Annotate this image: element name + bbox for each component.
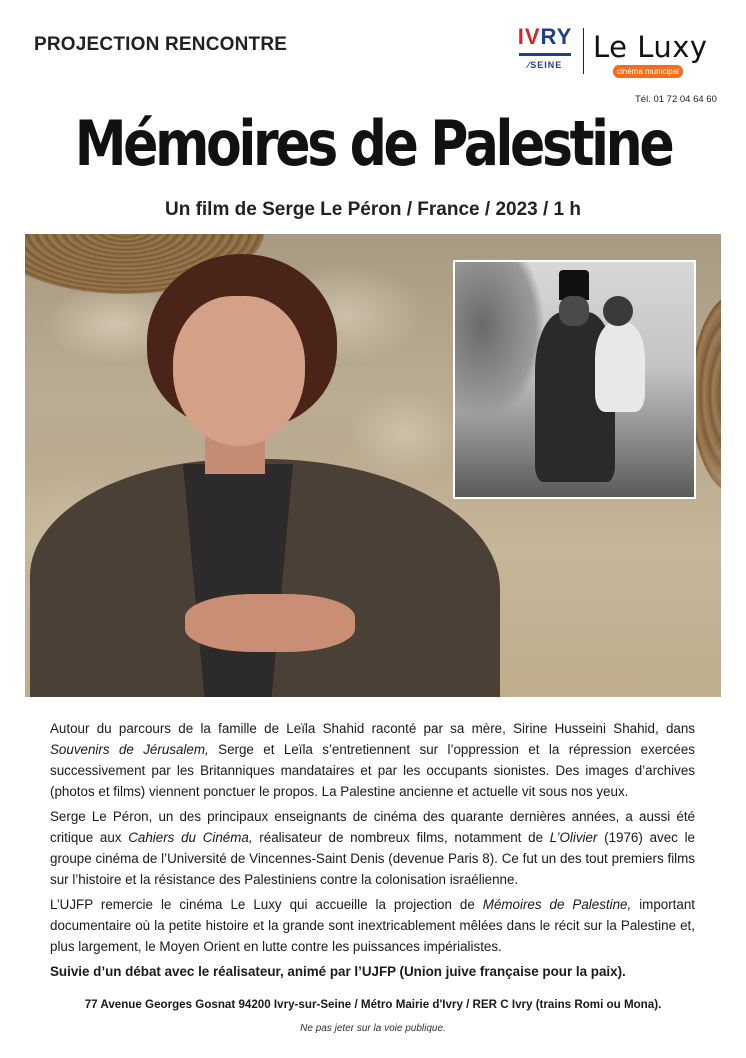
- logo-divider: [583, 28, 584, 74]
- description-paragraph-2: Serge Le Péron, un des principaux enseignants de cinéma des quarante dernières années, a aussi été critique aux Cahiers du Cinéma, réalisateur de nombreux films, notamment de L’Olivier (1976) avec le groupe cinéma de l’Université de Vincennes-Saint Denis (devenue Paris 8). Ce fut un des tout premiers films sur l’histoire et la résistance des Palestiniens contre la colonisation israélienne.: [50, 809, 696, 887]
- le-luxy-logo-tagline: cinéma municipal: [613, 65, 683, 78]
- ivry-logo-wordmark: IVRY: [517, 24, 573, 49]
- disclaimer: Ne pas jeter sur la voie publique.: [300, 1023, 446, 1034]
- debate-announcement: Suivie d’un débat avec le réalisateur, animé par l’UJFP (Union juive française pour la paix).: [50, 964, 626, 979]
- archive-child-head: [603, 296, 633, 326]
- description-paragraph-1: Autour du parcours de la famille de Leïla Shahid raconté par sa mère, Sirine Husseini Shahid, dans Souvenirs de Jérusalem, Serge et Leïla s’entretiennent sur l’oppression et la répression exercées successivement par les Britanniques mandataires et par les occupants sionistes. Des images d’archives (photos et films) viennent ponctuer le propos. La Palestine ancienne et actuelle vit sous nos yeux.: [50, 721, 695, 799]
- film-credits: Un film de Serge Le Péron / France / 2023 / 1 h: [164, 199, 582, 220]
- archive-photo-man-with-child: [453, 260, 696, 499]
- archive-child: [595, 322, 645, 412]
- woman-face: [173, 296, 305, 446]
- archive-tree: [455, 262, 545, 422]
- ivry-logo-subtitle: ⁄SEINE: [527, 60, 563, 70]
- venue-address: 77 Avenue Georges Gosnat 94200 Ivry-sur-Seine / Métro Mairie d'Ivry / RER C Ivry (trains Romi ou Mona).: [84, 998, 662, 1011]
- ivry-logo: [515, 26, 575, 76]
- film-title: Mémoires de Palestine: [74, 107, 672, 180]
- event-type-label: PROJECTION RENCONTRE: [34, 34, 288, 55]
- film-description: [50, 718, 695, 986]
- ivry-logo-bar: [519, 53, 571, 56]
- archive-man-face: [559, 296, 589, 326]
- le-luxy-logo: Le Luxy: [593, 30, 708, 64]
- cinema-phone: Tél. 01 72 04 64 60: [635, 94, 717, 105]
- partner-logos: [515, 26, 720, 96]
- woman-hands: [185, 594, 355, 652]
- description-paragraph-3: L’UJFP remercie le cinéma Le Luxy qui accueille la projection de Mémoires de Palestine, important documentaire où la petite histoire et la grande sont inextricablement mêlées dans le récit sur la Palestine et, plus largement, le Moyen Orient en lutte contre les puissances impérialistes.: [50, 897, 696, 954]
